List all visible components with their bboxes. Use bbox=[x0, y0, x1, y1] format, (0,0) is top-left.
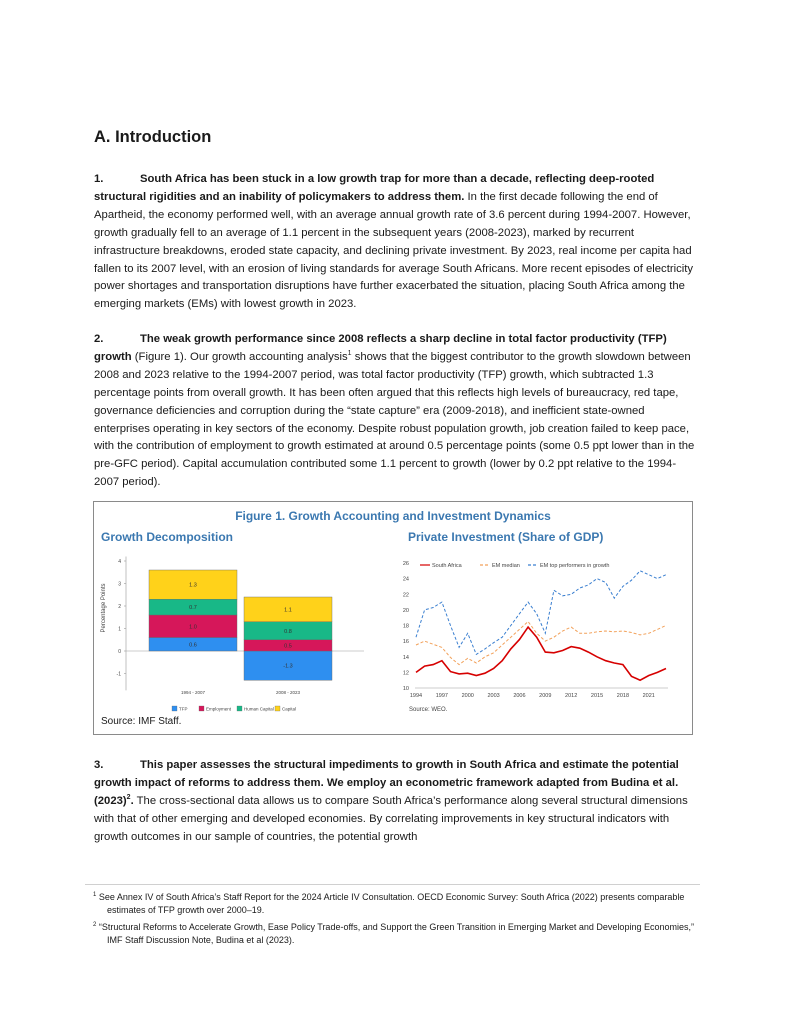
paragraph-1 bbox=[94, 171, 699, 314]
bar-data-label: 0.6 bbox=[189, 642, 197, 649]
footnote-text: “Structural Reforms to Accelerate Growth, Ease Policy Trade-offs, and Support the Green Transition in Emerging Market and Developing Economies,” IMF Staff Discussion Note, Budina et al (2023). bbox=[98, 922, 694, 945]
y-tick-label: 3 bbox=[118, 581, 121, 588]
y-tick-label: 24 bbox=[402, 576, 409, 583]
footnote-ref[interactable]: 2 bbox=[126, 794, 131, 802]
series-line bbox=[416, 627, 666, 680]
paragraph-lead-end: . bbox=[130, 794, 134, 807]
y-tick-label: 20 bbox=[402, 607, 409, 614]
x-tick-label: 2006 bbox=[513, 693, 526, 699]
x-tick-label: 1997 bbox=[435, 693, 448, 699]
paragraph-body: In the first decade following the end of Apartheid, the economy performed well, with an average annual growth rate of 3.6 percent during 1994-2007. However, growth gradually fell to an average of 1.1 percent in the subsequent years (2008-2023), marked by recurrent infrastructure breakdowns, eroded state capacity, and declining private investment. By 2023, real income per capita had fallen to its 2007 level, with an erosion of living standards for average South Africans. More recent episodes of electricity power shortages and transportation disruptions have further exacerbated the situation, placing South Africa among the emerging markets (EMs) with lowest growth in 2023. bbox=[94, 190, 694, 311]
bar-data-label: 0.8 bbox=[284, 628, 292, 635]
y-tick-label: 26 bbox=[402, 561, 409, 567]
x-tick-label: 2018 bbox=[616, 693, 630, 699]
legend-label: South Africa bbox=[432, 563, 462, 569]
legend-swatch bbox=[172, 706, 177, 711]
section-title: A. Introduction bbox=[94, 128, 212, 146]
bar-data-label: 0.5 bbox=[284, 643, 292, 650]
legend-swatch bbox=[199, 706, 204, 711]
private-investment-chart bbox=[390, 548, 690, 714]
footnote-ref[interactable]: 1 bbox=[347, 350, 352, 358]
y-tick-label: 1 bbox=[118, 626, 121, 633]
figure-1 bbox=[93, 501, 693, 735]
x-tick-label: 2021 bbox=[642, 693, 655, 699]
footnote-2 bbox=[85, 921, 700, 946]
y-tick-label: 16 bbox=[402, 639, 409, 646]
chart-source: Source: WEO. bbox=[409, 707, 448, 713]
paragraph-lead: The weak growth performance since 2008 reflects a sharp decline in total factor productivity (TFP) growth bbox=[94, 333, 667, 363]
footnote-mark: 2 bbox=[93, 922, 97, 928]
paragraph-lead: This paper assesses the structural impediments to growth in South Africa and estimate the potential growth impact of reforms to address them. We employ an econometric framework adapted from Budina et al. (2023) bbox=[94, 759, 679, 807]
paragraph-3 bbox=[94, 757, 699, 847]
y-tick-label: 4 bbox=[118, 559, 121, 565]
x-tick-label: 2008 - 2023 bbox=[275, 690, 301, 695]
right-chart-title: Private Investment (Share of GDP) bbox=[408, 530, 604, 544]
paragraph-body: The cross-sectional data allows us to compare South Africa’s performance along several structural dimensions with that of other emerging and developed economies. By correlating improvements in key structural indicators with growth outcomes in our sample of countries, the potential growth bbox=[94, 794, 688, 843]
figure-title: Figure 1. Growth Accounting and Investment Dynamics bbox=[235, 509, 551, 523]
legend-label: EM median bbox=[492, 563, 520, 569]
paragraph-number: 3. bbox=[94, 759, 104, 771]
paragraph-body-cont: shows that the biggest contributor to the growth slowdown between 2008 and 2023 relative to the 1994-2007 period, was total factor productivity (TFP) growth, which subtracted 1.3 percentage points from overall growth. It has been often argued that this reflects high levels of bureaucracy, red tape, governance deficiencies and corruption during the “state capture” era (2009-2018), and inefficient state-owned enterprises operating in key sectors of the economy. Despite robust population growth, job creation failed to keep pace, with the contribution of employment to growth estimated at around 0.5 percentage points (some 0.5 ppt lower than in the pre-GFC period). Capital accumulation contributed some 1.1 percent to growth (lower by 0.2 ppt relative to the 1994-2007 period). bbox=[94, 350, 695, 489]
footnote-1 bbox=[85, 891, 700, 916]
footnote-text: See Annex IV of South Africa’s Staff Report for the 2024 Article IV Consultation. OECD Economic Survey: South Africa (2022) presents comparable estimates of TFP growth over 2000–19. bbox=[98, 892, 685, 915]
footnotes bbox=[85, 884, 700, 951]
x-tick-label: 1994 bbox=[409, 693, 423, 699]
x-tick-label: 1994 - 2007 bbox=[180, 690, 206, 695]
y-tick-label: 22 bbox=[402, 592, 409, 599]
legend-label: Human Capital bbox=[244, 706, 274, 712]
x-tick-label: 2000 bbox=[461, 693, 474, 699]
bar-data-label: 1.1 bbox=[284, 607, 292, 614]
y-tick-label: 18 bbox=[402, 623, 409, 630]
y-tick-label: 0 bbox=[118, 649, 121, 655]
bar-data-label: 0.7 bbox=[189, 605, 197, 612]
footnote-mark: 1 bbox=[93, 892, 97, 898]
paragraph-lead: South Africa has been stuck in a low growth trap for more than a decade, reflecting deep-rooted structural rigidities and an inability of policymakers to address them. bbox=[94, 173, 655, 203]
x-tick-label: 2003 bbox=[487, 693, 500, 699]
x-tick-label: 2009 bbox=[539, 693, 552, 699]
legend-label: EM top performers in growth bbox=[540, 563, 610, 569]
legend-label: TFP bbox=[179, 706, 188, 712]
legend-label: Capital bbox=[282, 706, 297, 712]
x-tick-label: 2015 bbox=[590, 693, 604, 699]
growth-decomposition-chart bbox=[94, 548, 394, 714]
legend-swatch bbox=[237, 706, 242, 711]
bar-data-label: 1.3 bbox=[189, 582, 197, 589]
y-tick-label: 12 bbox=[402, 670, 409, 677]
series-line bbox=[416, 571, 666, 655]
y-tick-label: -1 bbox=[116, 671, 121, 678]
legend-swatch bbox=[275, 706, 280, 711]
paragraph-body: (Figure 1). Our growth accounting analysis bbox=[131, 350, 348, 363]
paragraph-number: 2. bbox=[94, 333, 104, 345]
figure-source: Source: IMF Staff. bbox=[101, 716, 182, 727]
y-tick-label: 14 bbox=[402, 654, 409, 661]
paragraph-2 bbox=[94, 331, 699, 492]
left-chart-title: Growth Decomposition bbox=[101, 530, 233, 544]
paragraph-number: 1. bbox=[94, 173, 104, 185]
legend-label: Employment bbox=[206, 706, 232, 712]
bar-data-label: -1.3 bbox=[283, 663, 293, 670]
bar-data-label: 1.0 bbox=[189, 624, 197, 631]
y-tick-label: 2 bbox=[118, 604, 121, 610]
x-tick-label: 2012 bbox=[565, 693, 578, 699]
y-axis-label: Percentage Points bbox=[101, 583, 107, 633]
y-tick-label: 10 bbox=[402, 686, 409, 692]
